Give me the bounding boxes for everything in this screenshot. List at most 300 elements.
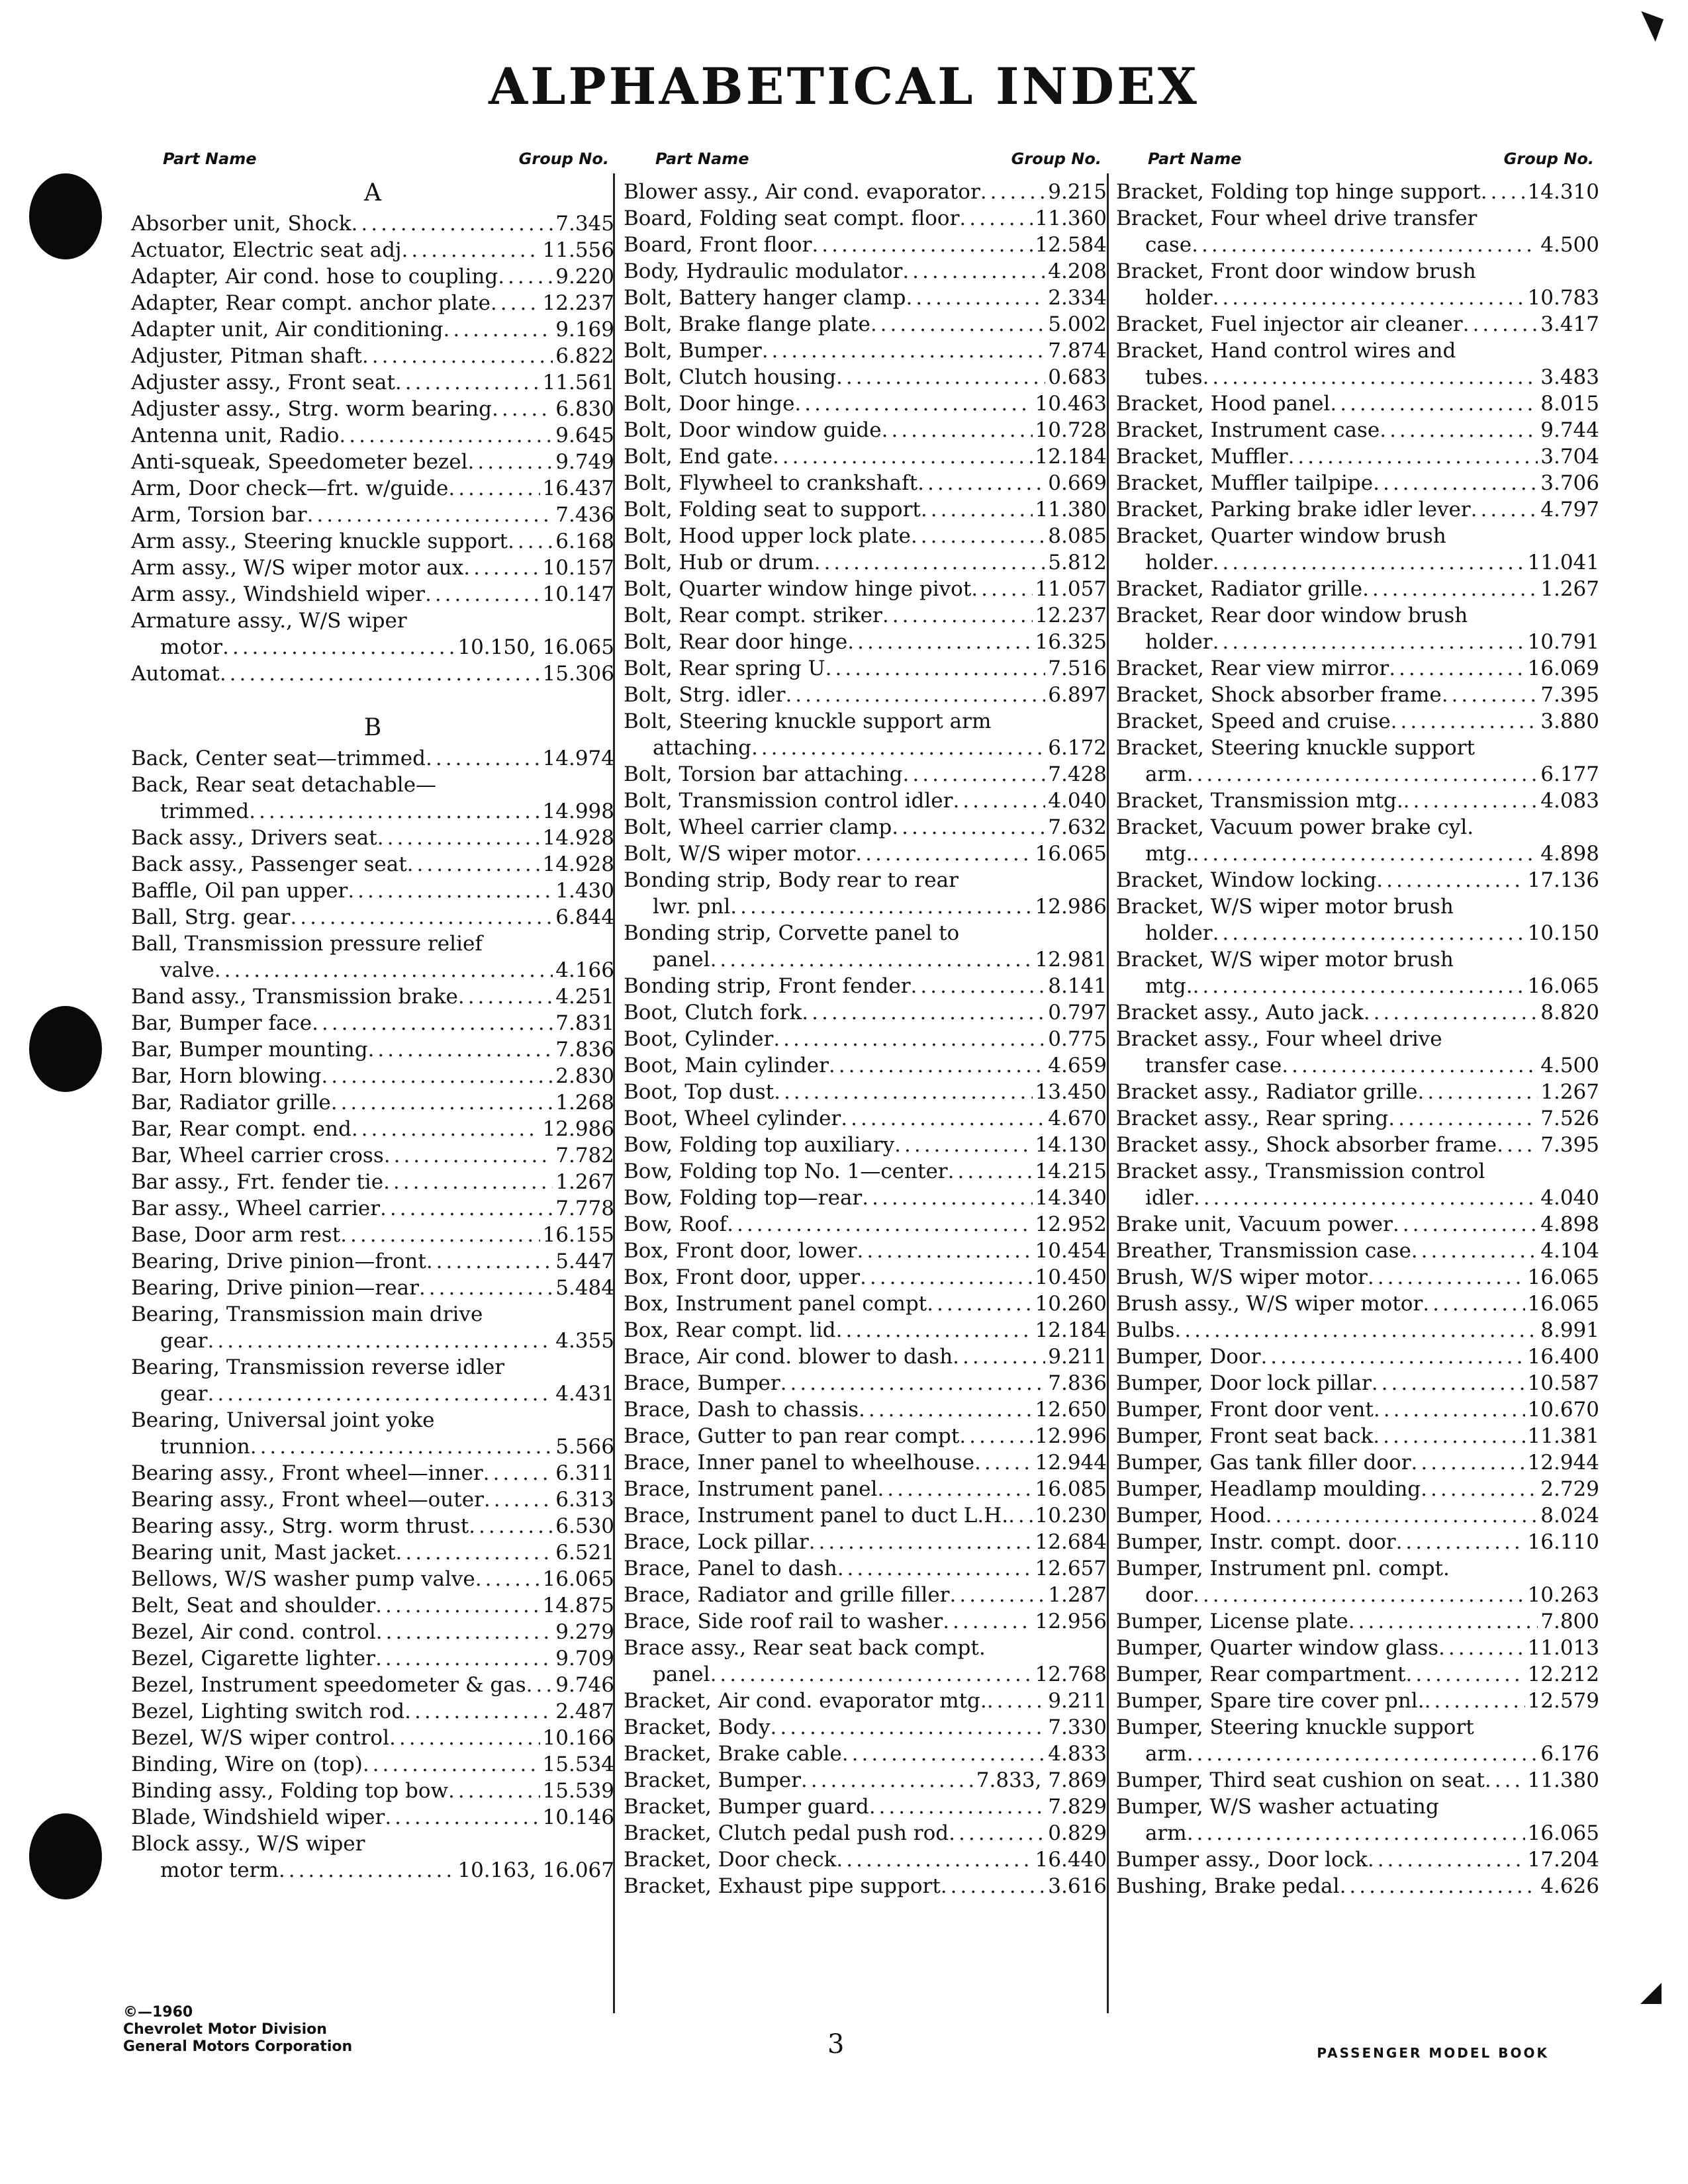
index-entry (624, 946, 1107, 973)
dot-leader (352, 1116, 540, 1142)
part-name: gear (160, 1329, 208, 1353)
dot-leader (836, 1846, 1032, 1873)
part-name: mtg. (1145, 842, 1193, 866)
dot-leader (407, 851, 540, 878)
dot-leader (1362, 576, 1538, 602)
index-entry (1116, 1211, 1599, 1238)
index-entry (1116, 920, 1599, 946)
index-entry (1116, 549, 1599, 576)
part-name: Bolt, Steering knuckle support arm (624, 709, 992, 733)
group-number: 11.013 (1527, 1636, 1599, 1660)
index-entry (1116, 1238, 1599, 1264)
group-number: 7.632 (1048, 815, 1107, 839)
group-number: 16.065 (1527, 974, 1599, 998)
group-number: 3.616 (1048, 1874, 1107, 1898)
part-name: Belt, Seat and shoulder (131, 1594, 376, 1617)
part-name: attaching (653, 736, 751, 760)
part-name: Bonding strip, Front fender (624, 974, 911, 998)
dot-leader (1497, 1132, 1538, 1158)
index-entry-first-line (1116, 205, 1599, 232)
part-name: Bolt, Transmission control idler (624, 789, 953, 813)
group-number: 1.268 (555, 1091, 614, 1115)
dot-leader (1373, 470, 1538, 496)
group-number: 12.768 (1035, 1662, 1107, 1686)
index-entry (1116, 1449, 1599, 1476)
part-name: Arm, Torsion bar (131, 503, 307, 527)
index-entry (624, 973, 1107, 999)
index-entry-first-line (131, 1831, 614, 1857)
dot-leader (348, 878, 553, 904)
index-entry (624, 1343, 1107, 1370)
group-number: 6.822 (555, 344, 614, 368)
dot-leader (1193, 841, 1538, 867)
part-name: arm (1145, 762, 1187, 786)
part-name: Bearing, Universal joint yoke (131, 1408, 435, 1432)
dot-leader (339, 422, 553, 449)
dot-leader (727, 1211, 1032, 1238)
part-name: Bumper, W/S washer actuating (1116, 1795, 1439, 1819)
group-number: 14.340 (1035, 1186, 1107, 1210)
part-name: Bracket assy., Auto jack (1116, 1001, 1364, 1024)
part-name: trimmed (160, 799, 250, 823)
group-number: 12.981 (1035, 948, 1107, 972)
dot-leader (1368, 1846, 1525, 1873)
dot-leader (1389, 655, 1524, 682)
part-name: Bolt, Torsion bar attaching (624, 762, 903, 786)
index-entry (624, 1767, 1107, 1794)
part-name: Box, Front door, lower (624, 1239, 857, 1263)
part-name: Brace, Panel to dash (624, 1557, 837, 1580)
part-name: Bolt, Brake flange plate (624, 312, 870, 336)
dot-leader (911, 973, 1046, 999)
index-entry (1116, 1105, 1599, 1132)
group-number: 6.844 (555, 905, 614, 929)
group-number: 12.212 (1527, 1662, 1599, 1686)
index-entry (624, 1370, 1107, 1396)
dot-leader (290, 904, 553, 931)
part-name: holder (1145, 551, 1213, 574)
dot-leader (402, 237, 540, 263)
index-entry-first-line (1116, 814, 1599, 841)
index-entry (131, 449, 614, 475)
part-name: Brush assy., W/S wiper motor (1116, 1292, 1423, 1316)
dot-leader (906, 285, 1046, 311)
group-number: 4.166 (555, 958, 614, 982)
dot-leader (882, 417, 1033, 443)
group-number: 16.069 (1527, 657, 1599, 680)
index-entry (1116, 1741, 1599, 1767)
index-entry-first-line (624, 867, 1107, 893)
group-number: 4.833 (1048, 1742, 1107, 1766)
group-number: 10.157 (542, 556, 614, 580)
part-name: holder (1145, 630, 1213, 654)
dot-leader (987, 1688, 1045, 1714)
group-number: 10.146 (542, 1805, 614, 1829)
index-entries (1116, 179, 1599, 1899)
dot-leader (971, 576, 1032, 602)
index-entry (624, 841, 1107, 867)
index-entry (131, 1751, 614, 1778)
part-name: Bumper, Door (1116, 1345, 1261, 1369)
part-name: Bracket, W/S wiper motor brush (1116, 895, 1454, 919)
index-entry-first-line (1116, 258, 1599, 285)
group-number: 1.430 (555, 879, 614, 903)
group-number: 7.833, 7.869 (976, 1768, 1107, 1792)
index-entry (1116, 1529, 1599, 1555)
index-entry-first-line (1116, 1714, 1599, 1741)
dot-leader (1442, 682, 1538, 708)
group-number: 0.797 (1048, 1001, 1107, 1024)
dot-leader (444, 316, 553, 343)
part-name: Boot, Cylinder (624, 1027, 774, 1051)
dot-leader (426, 745, 540, 772)
part-name: Bezel, Air cond. control (131, 1620, 376, 1644)
index-entry (131, 798, 614, 825)
index-entry (624, 523, 1107, 549)
part-name: Brace, Instrument panel (624, 1477, 878, 1501)
dot-leader (980, 179, 1045, 205)
division: Chevrolet Motor Division (123, 2021, 327, 2038)
index-entry (1116, 179, 1599, 205)
index-entry-first-line (131, 1301, 614, 1328)
dot-leader (425, 581, 540, 608)
index-entry (1116, 1370, 1599, 1396)
dot-leader (376, 1619, 553, 1645)
group-number: 16.065 (1527, 1821, 1599, 1845)
dot-leader (762, 338, 1046, 364)
part-name: Bow, Folding top No. 1—center (624, 1160, 948, 1183)
index-entry (1116, 1582, 1599, 1608)
part-name: Bumper, Third seat cushion on seat (1116, 1768, 1485, 1792)
index-entry (624, 788, 1107, 814)
group-number: 4.083 (1540, 789, 1599, 813)
group-number: 14.130 (1035, 1133, 1107, 1157)
part-name: Box, Rear compt. lid (624, 1318, 836, 1342)
part-name: Bracket, Fuel injector air cleaner (1116, 312, 1463, 336)
group-number: 10.450 (1035, 1265, 1107, 1289)
index-entry-first-line (624, 708, 1107, 735)
index-entry-first-line (624, 920, 1107, 946)
part-name: Binding, Wire on (top) (131, 1752, 363, 1776)
index-entry (1116, 1264, 1599, 1291)
dot-leader (941, 1873, 1045, 1899)
group-number: 14.928 (542, 852, 614, 876)
part-name: Band assy., Transmission brake (131, 985, 458, 1009)
index-entry (624, 364, 1107, 390)
index-entry (1116, 576, 1599, 602)
index-entry (131, 1089, 614, 1116)
index-entry (624, 1555, 1107, 1582)
index-entry-first-line (1116, 1794, 1599, 1820)
dot-leader (363, 1751, 540, 1778)
index-entry (1116, 841, 1599, 867)
group-number: 4.251 (555, 985, 614, 1009)
page-number: 3 (827, 2029, 845, 2060)
dot-leader (710, 1661, 1033, 1688)
group-number: 13.450 (1035, 1080, 1107, 1104)
index-entry (131, 1725, 614, 1751)
index-entry (131, 475, 614, 502)
dot-leader (794, 390, 1032, 417)
dot-leader (780, 1370, 1046, 1396)
dot-leader (1187, 761, 1538, 788)
part-name: Anti-squeak, Speedometer bezel (131, 450, 468, 474)
group-number: 1.267 (1540, 577, 1599, 601)
dot-leader (847, 629, 1032, 655)
index-entry (624, 1502, 1107, 1529)
group-number: 3.417 (1540, 312, 1599, 336)
index-entry (1116, 708, 1599, 735)
part-name: Back, Center seat—trimmed (131, 747, 426, 770)
column-header (131, 144, 614, 179)
dot-leader (903, 761, 1046, 788)
part-name: Arm assy., Windshield wiper (131, 582, 425, 606)
dot-leader (1471, 496, 1538, 523)
index-entry (624, 338, 1107, 364)
index-entry (131, 1778, 614, 1804)
index-entry (624, 682, 1107, 708)
part-name: Bonding strip, Corvette panel to (624, 921, 960, 945)
index-entry (624, 1741, 1107, 1767)
part-name: Adapter, Air cond. hose to coupling (131, 265, 498, 289)
part-name: Bracket, Parking brake idler lever (1116, 498, 1471, 522)
part-name: Brace, Bumper (624, 1371, 780, 1395)
index-entry (131, 1698, 614, 1725)
group-number: 2.729 (1540, 1477, 1599, 1501)
dot-leader (1340, 1873, 1538, 1899)
part-name: Adjuster assy., Strg. worm bearing (131, 397, 492, 421)
group-number: 12.650 (1035, 1398, 1107, 1422)
part-name: Back assy., Passenger seat (131, 852, 407, 876)
dot-leader (836, 364, 1045, 390)
index-entry (131, 422, 614, 449)
dot-leader (1380, 417, 1538, 443)
part-name: Bolt, Flywheel to crankshaft (624, 471, 918, 495)
part-name: panel (653, 948, 710, 972)
index-entry (624, 1264, 1107, 1291)
index-entry-first-line (1116, 735, 1599, 761)
index-entry (131, 851, 614, 878)
part-name: Adjuster assy., Front seat (131, 371, 395, 394)
index-entry (624, 285, 1107, 311)
index-entry (131, 581, 614, 608)
group-number: 3.706 (1540, 471, 1599, 495)
part-name: Body, Hydraulic modulator (624, 259, 903, 283)
part-name: Bolt, Strg. idler (624, 683, 786, 707)
part-name: Brace, Side roof rail to washer (624, 1610, 943, 1633)
group-number: 6.177 (1540, 762, 1599, 786)
part-name: Brace, Instrument panel to duct L.H. (624, 1504, 1009, 1527)
part-name: Bumper, Quarter window glass (1116, 1636, 1438, 1660)
dot-leader (448, 1778, 539, 1804)
part-name: door (1145, 1583, 1193, 1607)
index-entry (624, 1608, 1107, 1635)
index-entry (131, 1433, 614, 1460)
group-number: 15.539 (542, 1779, 614, 1803)
index-entry (1116, 1476, 1599, 1502)
part-name: Bar, Horn blowing (131, 1064, 322, 1088)
part-name: Bow, Folding top auxiliary (624, 1133, 895, 1157)
group-number: 4.898 (1540, 842, 1599, 866)
index-entry (624, 1794, 1107, 1820)
part-name: Bracket assy., Radiator grille (1116, 1080, 1418, 1104)
group-number: 9.749 (555, 450, 614, 474)
index-entry (624, 629, 1107, 655)
index-entry (131, 1645, 614, 1672)
group-number: 14.310 (1527, 180, 1599, 204)
group-number: 0.775 (1048, 1027, 1107, 1051)
index-entry (131, 1672, 614, 1698)
group-number: 2.334 (1048, 286, 1107, 310)
group-no-heading: Group No. (1503, 150, 1594, 168)
part-name: Bracket, W/S wiper motor brush (1116, 948, 1454, 972)
dot-leader (773, 443, 1033, 470)
part-name: Bearing, Transmission main drive (131, 1302, 483, 1326)
part-name: Bracket, Door check (624, 1848, 837, 1872)
group-number: 4.626 (1540, 1874, 1599, 1898)
group-number: 6.530 (555, 1514, 614, 1538)
dot-leader (220, 660, 540, 687)
index-entry (131, 343, 614, 369)
index-entry (131, 634, 614, 660)
part-name: Bracket, Instrument case (1116, 418, 1380, 442)
part-name: Bracket assy., Transmission control (1116, 1160, 1485, 1183)
group-number: 0.829 (1048, 1821, 1107, 1845)
index-entry (624, 1211, 1107, 1238)
group-number: 7.516 (1048, 657, 1107, 680)
group-number: 16.065 (1527, 1292, 1599, 1316)
dot-leader (1213, 629, 1525, 655)
part-name: Blower assy., Air cond. evaporator (624, 180, 980, 204)
group-number: 17.204 (1527, 1848, 1599, 1872)
dot-leader (312, 1010, 553, 1036)
group-number: 5.447 (555, 1250, 614, 1273)
part-name: Bow, Roof (624, 1212, 727, 1236)
index-entry (624, 1052, 1107, 1079)
group-number: 10.670 (1527, 1398, 1599, 1422)
dot-leader (953, 788, 1045, 814)
part-name: Bumper, Steering knuckle support (1116, 1715, 1474, 1739)
group-number: 9.709 (555, 1647, 614, 1670)
dot-leader (383, 1169, 553, 1195)
dot-leader (1393, 1211, 1538, 1238)
part-name: trunnion (160, 1435, 250, 1459)
dot-leader (1203, 364, 1538, 390)
part-name: Bracket, Rear view mirror (1116, 657, 1389, 680)
part-name: Bearing, Drive pinion—rear (131, 1276, 419, 1300)
index-entry (1116, 496, 1599, 523)
part-name: Armature assy., W/S wiper (131, 609, 407, 633)
group-number: 6.176 (1540, 1742, 1599, 1766)
group-number: 8.820 (1540, 1001, 1599, 1024)
group-number: 12.184 (1035, 445, 1107, 469)
group-number: 12.237 (542, 291, 614, 315)
group-number: 12.579 (1527, 1689, 1599, 1713)
dot-leader (458, 983, 553, 1010)
group-number: 4.040 (1048, 789, 1107, 813)
index-entry-first-line (1116, 602, 1599, 629)
group-number: 4.104 (1540, 1239, 1599, 1263)
part-name: Bar, Bumper mounting (131, 1038, 368, 1062)
group-number: 10.150, 16.065 (457, 635, 614, 659)
part-name: Brace, Dash to chassis (624, 1398, 859, 1422)
index-entry (624, 999, 1107, 1026)
part-name: Bulbs (1116, 1318, 1175, 1342)
index-entry (624, 1661, 1107, 1688)
part-name: panel (653, 1662, 710, 1686)
dot-leader (498, 263, 553, 290)
group-number: 11.380 (1035, 498, 1107, 522)
dot-leader (484, 1486, 553, 1513)
dot-leader (751, 735, 1045, 761)
index-entry (624, 893, 1107, 920)
group-number: 16.065 (1527, 1265, 1599, 1289)
index-entry (624, 1582, 1107, 1608)
part-name: Brace, Inner panel to wheelhouse (624, 1451, 975, 1475)
part-name: idler (1145, 1186, 1194, 1210)
index-entry-first-line (131, 608, 614, 634)
index-entry (131, 1486, 614, 1513)
dot-leader (1391, 708, 1538, 735)
dot-leader (448, 475, 539, 502)
index-entry (131, 745, 614, 772)
index-entry (1116, 1132, 1599, 1158)
dot-leader (279, 1857, 455, 1884)
part-name: Bar, Wheel carrier cross (131, 1144, 384, 1167)
index-entry (1116, 1688, 1599, 1714)
dot-leader (377, 825, 540, 851)
index-entry (624, 735, 1107, 761)
part-name: Bracket, Four wheel drive transfer (1116, 206, 1477, 230)
column-divider (1107, 173, 1109, 2013)
part-name: Bracket, Exhaust pipe support (624, 1874, 941, 1898)
index-entry (1116, 788, 1599, 814)
part-name: Breather, Transmission case (1116, 1239, 1411, 1263)
index-entry (131, 1036, 614, 1063)
index-entry (1116, 1635, 1599, 1661)
index-entry (131, 1513, 614, 1539)
group-number: 5.484 (555, 1276, 614, 1300)
dot-leader (1376, 867, 1524, 893)
group-number: 10.263 (1527, 1583, 1599, 1607)
group-number: 14.928 (542, 826, 614, 850)
index-entry-first-line (1116, 523, 1599, 549)
group-number: 4.208 (1048, 259, 1107, 283)
index-entry (131, 904, 614, 931)
index-entry (624, 814, 1107, 841)
part-name: Blade, Windshield wiper (131, 1805, 385, 1829)
group-number: 10.728 (1035, 418, 1107, 442)
group-number: 10.463 (1035, 392, 1107, 416)
dot-leader (1485, 1767, 1525, 1794)
dot-leader (1330, 390, 1538, 417)
dot-leader (785, 682, 1045, 708)
part-name: Bracket, Bumper (624, 1768, 801, 1792)
punch-hole (29, 173, 102, 259)
group-number: 12.986 (1035, 895, 1107, 919)
part-name: Bracket, Front door window brush (1116, 259, 1476, 283)
index-entry (1116, 1873, 1599, 1899)
part-name: holder (1145, 921, 1213, 945)
group-number: 5.812 (1048, 551, 1107, 574)
part-name: Bezel, Cigarette lighter (131, 1647, 375, 1670)
index-entry (131, 1248, 614, 1275)
part-name: Bracket, Radiator grille (1116, 577, 1363, 601)
group-number: 14.215 (1035, 1160, 1107, 1183)
index-entry (624, 602, 1107, 629)
dot-leader (814, 549, 1046, 576)
group-number: 6.313 (555, 1488, 614, 1512)
